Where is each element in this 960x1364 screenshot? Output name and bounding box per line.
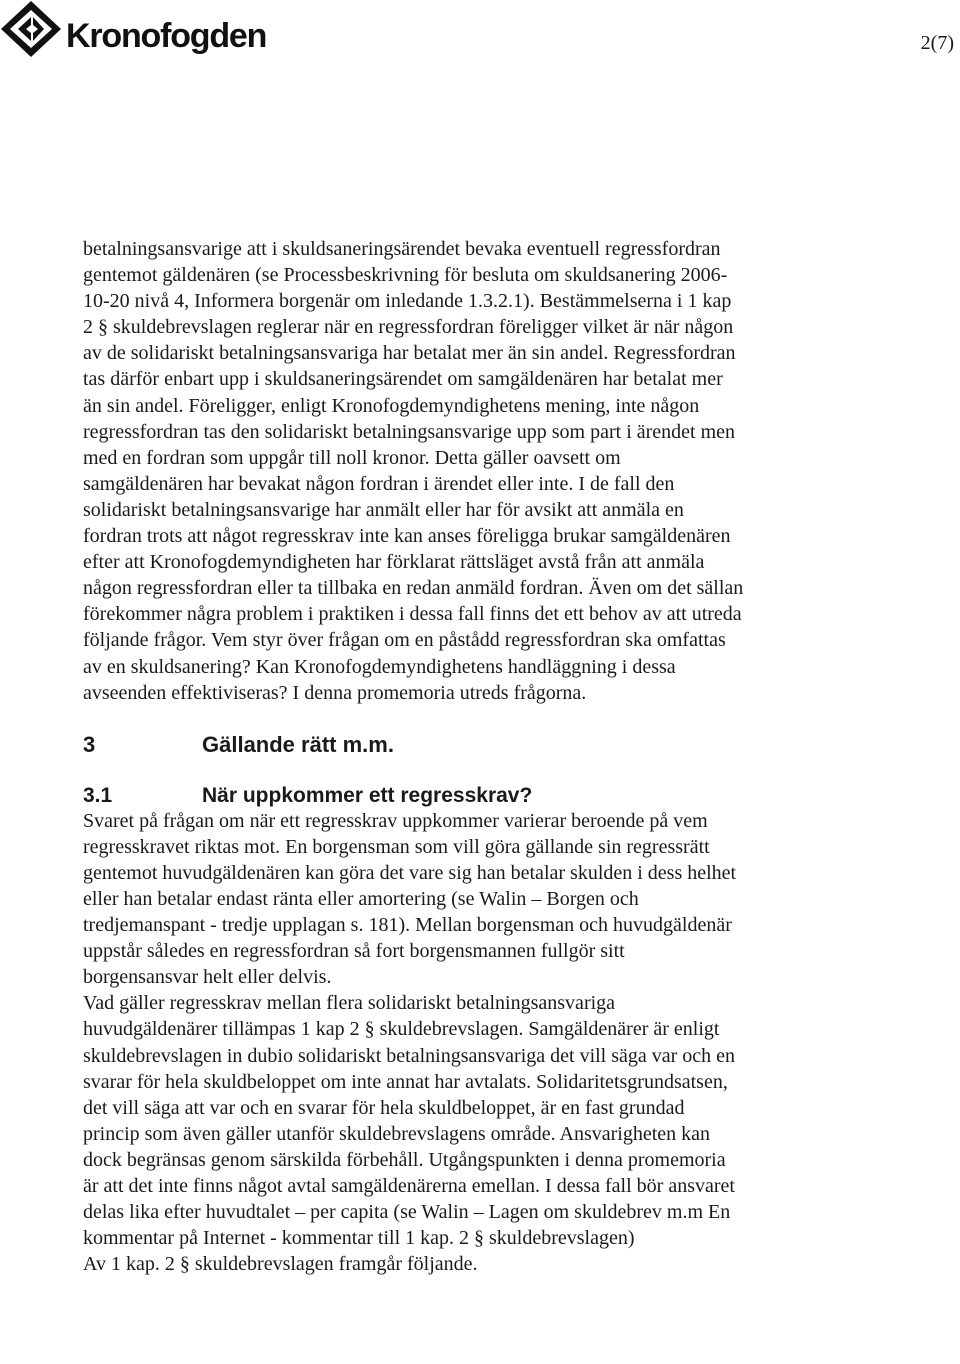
kronofogden-logo-icon xyxy=(0,0,62,58)
section-heading-3-1 xyxy=(83,784,833,808)
logo-wordmark: Kronofogden xyxy=(66,17,267,55)
paragraph-lead-in: Av 1 kap. 2 § skuldebrevslagen framgår följande. xyxy=(83,1253,478,1276)
subsection-number: 3.1 xyxy=(83,783,113,807)
document-body xyxy=(83,236,833,1277)
subsection-title: När uppkommer ett regresskrav? xyxy=(202,783,533,807)
section-heading-3 xyxy=(83,732,833,758)
paragraph-intro: betalningsansvarige att i skuldsaneringsärendet bevaka eventuell regressfordran gentemot gäldenären (se Processbeskrivning för besluta om skuldsanering 2006- 10-20 nivå 4, Informera borgenär om inledande 1.3.2.1). Bestämmelserna i 1 kap 2 § skuldebrevslagen reglerar när en regressfordran föreligger vilket är när någon av de solidariskt betalningsansvariga har betalat mer än sin andel. Regressfordran tas därför enbart upp i skuldsaneringsärendet om samgäldenären har betalat mer än sin andel. Föreligger, enligt Kronofogdemyndighetens mening, inte någon regressfordran tas den solidariskt betalningsansvarige upp som part i ärendet men med en fordran som uppgår till noll kronor. Detta gäller oavsett om samgäldenären har bevakat någon fordran i ärendet eller inte. I de fall den solidariskt betalningsansvarige har anmält eller har för avsikt att anmäla en fordran trots att något regresskrav inte kan anses föreligga brukar samgäldenären efter att Kronofogdemyndigheten har förklarat rättsläget avstå från att anmäla någon regressfordran eller ta tillbaka en redan anmäld fordran. Även om det sällan förekommer några problem i praktiken i dessa fall finns det ett behov av att utreda följande frågor. Vem styr över frågan om en påstådd regressfordran ska omfattas av en skuldsanering? Kan Kronofogdemyndighetens handläggning i dessa avseenden effektiviseras? I denna promemoria utreds frågorna. xyxy=(83,238,744,704)
page-number: 2(7) xyxy=(920,32,954,54)
paragraph-samgaldenarer: Vad gäller regresskrav mellan flera solidariskt betalningsansvariga huvudgäldenärer tillämpas 1 kap 2 § skuldebrevslagen. Samgäldenärer är enligt skuldebrevslagen in dubio solidariskt betalningsansvariga det vill säga var och en svarar för hela skuldbeloppet om inte annat har avtalats. Solidaritetsgrundsatsen, det vill säga att var och en svarar för hela skuldbeloppet, är en fast grundad princip som även gäller utanför skuldebrevslagens område. Ansvarigheten kan dock begränsas genom särskilda förbehåll. Utgångspunkten i denna promemoria är att det inte finns något avtal samgäldenärerna emellan. I dessa fall bör ansvaret delas lika efter huvudtalet – per capita (se Walin – Lagen om skuldebrev m.m En kommentar på Internet - kommentar till 1 kap. 2 § skuldebrevslagen) xyxy=(83,992,736,1250)
paragraph-borgensman: Svaret på frågan om när ett regresskrav uppkommer varierar beroende på vem regresskravet riktas mot. En borgensman som vill göra gällande sin regressrätt gentemot huvudgäldenären kan göra det vare sig han betalar skulden i dess helhet eller han betalar endast ränta eller amortering (se Walin – Borgen och tredjemanspant - tredje upplagan s. 181). Mellan borgensman och huvudgäldenär uppstår således en regressfordran så fort borgensmannen fullgör sitt borgensansvar helt eller delvis. xyxy=(83,809,737,989)
kronofogden-logo xyxy=(0,0,267,60)
section-number: 3 xyxy=(83,731,96,757)
section-title: Gällande rätt m.m. xyxy=(202,731,394,757)
